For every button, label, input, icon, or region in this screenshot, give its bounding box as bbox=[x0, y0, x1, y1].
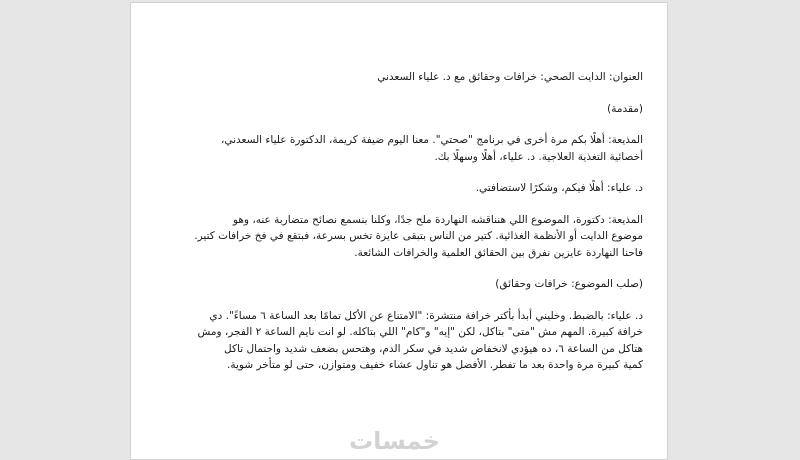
paragraph-guest-thanks bbox=[153, 180, 643, 197]
paragraph-line: فاحنا النهاردة عايزين نفرق بين الحقائق العلمية والخرافات الشائعة. bbox=[354, 246, 643, 259]
document-page bbox=[130, 2, 668, 460]
paragraph-host-welcome bbox=[153, 132, 643, 165]
document-body bbox=[153, 69, 643, 389]
paragraph-line: هتاكل من الساعة ٦، ده هيؤدي لانخفاض شديد في سكر الدم، وهتحس بضعف شديد واحتمال تاكل bbox=[224, 342, 643, 355]
paragraph-line: موضوع الدايت أو الأنظمة الغذائية. كتير من الناس بتبقى عايزة تخس بسرعة، فبتقع في فخ خرافات كتير. bbox=[194, 230, 643, 242]
paragraph-line: د. علياء: بالضبط. وخليني أبدأ بأكتر خرافة منتشرة: "الامتناع عن الأكل تمامًا بعد الساعة ٦ مساءً". دي bbox=[209, 309, 643, 322]
paragraph-line: كمية كبيرة مرة واحدة بعد ما تفطر. الأفضل هو تناول عشاء خفيف ومتوازن، حتى لو متأخر شوية. bbox=[227, 359, 643, 371]
intro-marker bbox=[153, 101, 643, 118]
paragraph-host-topic bbox=[153, 212, 643, 262]
intro-marker-text: (مقدمة) bbox=[607, 102, 643, 115]
paragraph-line: خرافة كبيرة. المهم مش "متى" بتاكل، لكن "إيه" و"كام" اللي بتاكله. لو انت نايم الساعة ٢ الفجر، ومش bbox=[197, 326, 643, 338]
paragraph-line: أخصائية التغذية العلاجية. د. علياء، أهلًا وسهلًا بك. bbox=[434, 150, 643, 163]
paragraph-guest-myth bbox=[153, 308, 643, 374]
paragraph-line: المذيعة: أهلًا بكم مرة أخرى في برنامج "صحتي". معنا اليوم ضيفة كريمة، الدكتورة علياء السعدني، bbox=[220, 134, 643, 146]
title-text: العنوان: الدايت الصحي: خرافات وحقائق مع د. علياء السعدني bbox=[377, 71, 643, 83]
paragraph-line: المذيعة: دكتورة، الموضوع اللي هنناقشه النهاردة ملح جدًا، وكلنا بنسمع نصائح متضاربة عنه، وهو bbox=[232, 213, 643, 226]
watermark-logo: خمسات bbox=[349, 427, 440, 455]
paragraph-line: د. علياء: أهلًا فيكم، وشكرًا لاستضافتي. bbox=[475, 182, 643, 194]
topic-marker-text: (صلب الموضوع: خرافات وحقائق) bbox=[495, 278, 643, 290]
topic-marker bbox=[153, 276, 643, 293]
title-line bbox=[153, 69, 643, 86]
